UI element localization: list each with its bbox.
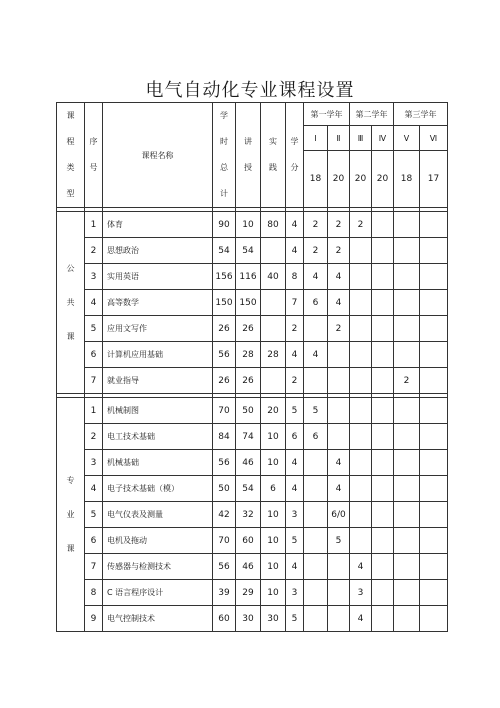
semester-hours-cell bbox=[328, 606, 350, 632]
lecture-cell: 54 bbox=[236, 476, 261, 502]
vertical-char: 学 bbox=[220, 111, 228, 120]
course-type-char: 课 bbox=[66, 543, 75, 553]
table-row bbox=[57, 290, 448, 316]
semester-hours-cell: 4 bbox=[328, 450, 350, 476]
credit-cell: 5 bbox=[286, 528, 304, 554]
practice-cell: 10 bbox=[261, 580, 286, 606]
course-type-char: 专 bbox=[66, 475, 75, 485]
total-hours-header bbox=[213, 103, 236, 208]
semester-hours-cell bbox=[350, 502, 372, 528]
seq-cell: 5 bbox=[85, 316, 103, 342]
hours-cell: 156 bbox=[213, 264, 236, 290]
table-row bbox=[57, 554, 448, 580]
semester-hours-cell bbox=[328, 398, 350, 424]
course-type-char: 公 bbox=[66, 263, 75, 273]
semester-header: Ⅲ bbox=[350, 126, 372, 151]
credit-cell: 5 bbox=[286, 398, 304, 424]
hours-cell: 26 bbox=[213, 368, 236, 394]
table-row bbox=[57, 424, 448, 450]
course-name-header: 课程名称 bbox=[103, 103, 213, 208]
semester-hours-cell: 2 bbox=[328, 238, 350, 264]
semester-hours-cell bbox=[304, 554, 328, 580]
hours-cell: 39 bbox=[213, 580, 236, 606]
vertical-char: 讲 bbox=[244, 137, 252, 146]
year-header: 第二学年 bbox=[350, 103, 394, 126]
course-name-cell: 思想政治 bbox=[103, 238, 213, 264]
semester-hours-cell bbox=[420, 368, 448, 394]
course-name-cell: C 语言程序设计 bbox=[103, 580, 213, 606]
semester-hours-cell: 2 bbox=[394, 368, 420, 394]
semester-hours-cell bbox=[350, 368, 372, 394]
lecture-cell: 46 bbox=[236, 554, 261, 580]
semester-hours-cell bbox=[394, 398, 420, 424]
semester-hours-cell bbox=[372, 368, 394, 394]
seq-header bbox=[85, 103, 103, 208]
hours-cell: 70 bbox=[213, 528, 236, 554]
semester-hours-cell bbox=[372, 424, 394, 450]
hours-cell: 56 bbox=[213, 450, 236, 476]
credit-cell: 4 bbox=[286, 450, 304, 476]
seq-cell: 2 bbox=[85, 238, 103, 264]
semester-hours-cell: 3 bbox=[350, 580, 372, 606]
semester-hours-cell: 4 bbox=[350, 554, 372, 580]
hours-cell: 150 bbox=[213, 290, 236, 316]
table-row bbox=[57, 502, 448, 528]
semester-hours-cell bbox=[372, 342, 394, 368]
semester-hours-cell bbox=[420, 580, 448, 606]
hours-cell: 70 bbox=[213, 398, 236, 424]
vertical-char: 号 bbox=[89, 163, 98, 172]
semester-hours-cell bbox=[304, 316, 328, 342]
semester-hours-cell bbox=[420, 264, 448, 290]
hours-cell: 60 bbox=[213, 606, 236, 632]
practice-cell: 80 bbox=[261, 212, 286, 238]
practice-cell: 6 bbox=[261, 476, 286, 502]
vertical-char: 践 bbox=[269, 163, 277, 172]
course-name-cell: 传感器与检测技术 bbox=[103, 554, 213, 580]
table-row bbox=[57, 580, 448, 606]
semester-hours-cell bbox=[304, 528, 328, 554]
credit-cell: 5 bbox=[286, 606, 304, 632]
semester-hours-cell bbox=[304, 606, 328, 632]
vertical-char: 序 bbox=[89, 137, 98, 146]
weeks-cell: 17 bbox=[420, 151, 448, 208]
lecture-cell: 150 bbox=[236, 290, 261, 316]
hours-cell: 54 bbox=[213, 238, 236, 264]
vertical-char: 实 bbox=[269, 137, 277, 146]
semester-hours-cell bbox=[394, 476, 420, 502]
semester-hours-cell bbox=[394, 316, 420, 342]
lecture-cell: 50 bbox=[236, 398, 261, 424]
weeks-cell: 20 bbox=[372, 151, 394, 208]
semester-hours-cell bbox=[372, 528, 394, 554]
credit-cell: 2 bbox=[286, 316, 304, 342]
practice-cell bbox=[261, 368, 286, 394]
semester-hours-cell: 4 bbox=[328, 476, 350, 502]
course-type-char: 共 bbox=[66, 297, 75, 307]
semester-hours-cell bbox=[350, 398, 372, 424]
semester-hours-cell bbox=[420, 398, 448, 424]
semester-header: Ⅱ bbox=[328, 126, 350, 151]
semester-hours-cell bbox=[420, 502, 448, 528]
vertical-char: 授 bbox=[244, 163, 252, 172]
lecture-cell: 28 bbox=[236, 342, 261, 368]
semester-hours-cell bbox=[420, 476, 448, 502]
practice-header bbox=[261, 103, 286, 208]
credit-header bbox=[286, 103, 304, 208]
weeks-cell: 18 bbox=[394, 151, 420, 208]
hours-cell: 90 bbox=[213, 212, 236, 238]
semester-hours-cell bbox=[394, 342, 420, 368]
lecture-cell: 26 bbox=[236, 368, 261, 394]
vertical-char: 总 bbox=[220, 163, 228, 172]
table-row bbox=[57, 476, 448, 502]
semester-hours-cell: 2 bbox=[304, 238, 328, 264]
credit-cell: 4 bbox=[286, 238, 304, 264]
practice-cell bbox=[261, 238, 286, 264]
semester-hours-cell: 4 bbox=[304, 342, 328, 368]
lecture-cell: 32 bbox=[236, 502, 261, 528]
semester-hours-cell bbox=[394, 424, 420, 450]
semester-hours-cell bbox=[394, 238, 420, 264]
semester-hours-cell bbox=[394, 450, 420, 476]
credit-cell: 4 bbox=[286, 476, 304, 502]
credit-cell: 6 bbox=[286, 424, 304, 450]
practice-cell: 10 bbox=[261, 450, 286, 476]
semester-hours-cell bbox=[394, 290, 420, 316]
semester-hours-cell bbox=[420, 342, 448, 368]
semester-hours-cell bbox=[328, 580, 350, 606]
semester-hours-cell bbox=[420, 238, 448, 264]
semester-hours-cell bbox=[420, 528, 448, 554]
course-name-cell: 电气控制技术 bbox=[103, 606, 213, 632]
practice-cell: 28 bbox=[261, 342, 286, 368]
practice-cell: 40 bbox=[261, 264, 286, 290]
hours-cell: 56 bbox=[213, 554, 236, 580]
semester-header: Ⅵ bbox=[420, 126, 448, 151]
semester-hours-cell bbox=[350, 450, 372, 476]
course-name-cell: 计算机应用基础 bbox=[103, 342, 213, 368]
semester-hours-cell bbox=[372, 554, 394, 580]
practice-cell: 10 bbox=[261, 502, 286, 528]
seq-cell: 3 bbox=[85, 264, 103, 290]
table-row bbox=[57, 264, 448, 290]
semester-hours-cell bbox=[350, 238, 372, 264]
semester-hours-cell: 5 bbox=[304, 398, 328, 424]
table-row bbox=[57, 342, 448, 368]
course-type-char: 业 bbox=[66, 509, 75, 519]
vertical-char: 学 bbox=[290, 137, 299, 146]
seq-cell: 2 bbox=[85, 424, 103, 450]
course-name-cell: 机械基础 bbox=[103, 450, 213, 476]
lecture-cell: 60 bbox=[236, 528, 261, 554]
credit-cell: 4 bbox=[286, 342, 304, 368]
semester-hours-cell bbox=[328, 368, 350, 394]
lecture-cell: 74 bbox=[236, 424, 261, 450]
semester-hours-cell bbox=[350, 316, 372, 342]
semester-hours-cell bbox=[372, 450, 394, 476]
semester-hours-cell bbox=[372, 316, 394, 342]
semester-hours-cell bbox=[304, 502, 328, 528]
semester-hours-cell bbox=[304, 450, 328, 476]
lecture-cell: 116 bbox=[236, 264, 261, 290]
weeks-cell: 20 bbox=[350, 151, 372, 208]
lecture-cell: 10 bbox=[236, 212, 261, 238]
vertical-char: 计 bbox=[220, 189, 228, 198]
semester-hours-cell bbox=[304, 580, 328, 606]
semester-hours-cell bbox=[372, 238, 394, 264]
credit-cell: 8 bbox=[286, 264, 304, 290]
semester-hours-cell: 4 bbox=[328, 264, 350, 290]
vertical-char: 程 bbox=[66, 137, 75, 146]
practice-cell: 10 bbox=[261, 554, 286, 580]
semester-hours-cell: 6/0 bbox=[328, 502, 350, 528]
semester-hours-cell bbox=[394, 212, 420, 238]
seq-cell: 7 bbox=[85, 368, 103, 394]
credit-cell: 7 bbox=[286, 290, 304, 316]
vertical-char: 时 bbox=[220, 137, 228, 146]
seq-cell: 6 bbox=[85, 342, 103, 368]
hours-cell: 50 bbox=[213, 476, 236, 502]
semester-hours-cell bbox=[372, 606, 394, 632]
table-row bbox=[57, 398, 448, 424]
semester-hours-cell bbox=[394, 554, 420, 580]
table-row bbox=[57, 212, 448, 238]
vertical-char: 型 bbox=[66, 189, 75, 198]
semester-hours-cell bbox=[350, 264, 372, 290]
semester-hours-cell bbox=[420, 290, 448, 316]
semester-hours-cell bbox=[394, 528, 420, 554]
semester-hours-cell bbox=[394, 502, 420, 528]
semester-hours-cell bbox=[350, 290, 372, 316]
table-row bbox=[57, 528, 448, 554]
course-type-cell bbox=[57, 212, 85, 394]
seq-cell: 1 bbox=[85, 212, 103, 238]
seq-cell: 6 bbox=[85, 528, 103, 554]
seq-cell: 9 bbox=[85, 606, 103, 632]
semester-hours-cell bbox=[394, 606, 420, 632]
table-row bbox=[57, 238, 448, 264]
table-row bbox=[57, 368, 448, 394]
lecture-cell: 29 bbox=[236, 580, 261, 606]
course-name-cell: 就业指导 bbox=[103, 368, 213, 394]
semester-header: Ⅴ bbox=[394, 126, 420, 151]
practice-cell: 20 bbox=[261, 398, 286, 424]
semester-hours-cell bbox=[328, 342, 350, 368]
course-type-cell bbox=[57, 398, 85, 632]
credit-cell: 3 bbox=[286, 580, 304, 606]
semester-header: Ⅳ bbox=[372, 126, 394, 151]
course-type-char: 课 bbox=[66, 331, 75, 341]
semester-hours-cell: 6 bbox=[304, 290, 328, 316]
seq-cell: 4 bbox=[85, 476, 103, 502]
practice-cell: 30 bbox=[261, 606, 286, 632]
semester-hours-cell bbox=[394, 264, 420, 290]
hours-cell: 56 bbox=[213, 342, 236, 368]
semester-hours-cell bbox=[420, 212, 448, 238]
semester-hours-cell bbox=[350, 476, 372, 502]
lecture-cell: 26 bbox=[236, 316, 261, 342]
semester-hours-cell bbox=[420, 424, 448, 450]
semester-hours-cell bbox=[372, 290, 394, 316]
semester-hours-cell: 2 bbox=[328, 212, 350, 238]
vertical-char: 类 bbox=[66, 163, 75, 172]
lecture-header bbox=[236, 103, 261, 208]
semester-hours-cell bbox=[372, 502, 394, 528]
semester-hours-cell bbox=[372, 580, 394, 606]
semester-hours-cell bbox=[328, 554, 350, 580]
table-row bbox=[57, 450, 448, 476]
semester-hours-cell: 2 bbox=[328, 316, 350, 342]
practice-cell: 10 bbox=[261, 424, 286, 450]
credit-cell: 4 bbox=[286, 212, 304, 238]
practice-cell bbox=[261, 316, 286, 342]
seq-cell: 4 bbox=[85, 290, 103, 316]
semester-hours-cell: 6 bbox=[304, 424, 328, 450]
semester-hours-cell bbox=[372, 476, 394, 502]
seq-cell: 1 bbox=[85, 398, 103, 424]
course-type-header bbox=[57, 103, 85, 208]
hours-cell: 84 bbox=[213, 424, 236, 450]
table-row bbox=[57, 316, 448, 342]
seq-cell: 5 bbox=[85, 502, 103, 528]
year-header: 第一学年 bbox=[304, 103, 350, 126]
course-name-cell: 电子技术基础（模） bbox=[103, 476, 213, 502]
semester-hours-cell: 2 bbox=[304, 212, 328, 238]
semester-hours-cell: 4 bbox=[304, 264, 328, 290]
semester-hours-cell bbox=[372, 398, 394, 424]
semester-hours-cell bbox=[394, 580, 420, 606]
semester-hours-cell: 2 bbox=[350, 212, 372, 238]
semester-hours-cell bbox=[350, 528, 372, 554]
credit-cell: 2 bbox=[286, 368, 304, 394]
seq-cell: 3 bbox=[85, 450, 103, 476]
semester-hours-cell bbox=[420, 450, 448, 476]
seq-cell: 8 bbox=[85, 580, 103, 606]
seq-cell: 7 bbox=[85, 554, 103, 580]
table-row bbox=[57, 606, 448, 632]
practice-cell bbox=[261, 290, 286, 316]
page-title: 电气自动化专业课程设置 bbox=[145, 80, 355, 101]
semester-hours-cell bbox=[350, 424, 372, 450]
course-name-cell: 实用英语 bbox=[103, 264, 213, 290]
lecture-cell: 46 bbox=[236, 450, 261, 476]
lecture-cell: 54 bbox=[236, 238, 261, 264]
semester-header: Ⅰ bbox=[304, 126, 328, 151]
semester-hours-cell bbox=[304, 476, 328, 502]
vertical-char: 课 bbox=[66, 111, 75, 120]
semester-hours-cell bbox=[328, 424, 350, 450]
course-name-cell: 机械制图 bbox=[103, 398, 213, 424]
semester-hours-cell bbox=[372, 264, 394, 290]
weeks-cell: 18 bbox=[304, 151, 328, 208]
header-row bbox=[57, 103, 448, 126]
semester-hours-cell: 5 bbox=[328, 528, 350, 554]
credit-cell: 4 bbox=[286, 554, 304, 580]
hours-cell: 26 bbox=[213, 316, 236, 342]
course-name-cell: 体育 bbox=[103, 212, 213, 238]
semester-hours-cell bbox=[372, 212, 394, 238]
course-name-cell: 应用文写作 bbox=[103, 316, 213, 342]
course-name-cell: 电工技术基础 bbox=[103, 424, 213, 450]
weeks-cell: 20 bbox=[328, 151, 350, 208]
credit-cell: 3 bbox=[286, 502, 304, 528]
course-name-cell: 高等数学 bbox=[103, 290, 213, 316]
year-header: 第三学年 bbox=[394, 103, 448, 126]
semester-hours-cell bbox=[420, 606, 448, 632]
vertical-char: 分 bbox=[290, 163, 299, 172]
semester-hours-cell bbox=[420, 554, 448, 580]
curriculum-table bbox=[56, 102, 448, 632]
practice-cell: 10 bbox=[261, 528, 286, 554]
course-name-cell: 电气仪表及测量 bbox=[103, 502, 213, 528]
course-name-cell: 电机及拖动 bbox=[103, 528, 213, 554]
lecture-cell: 30 bbox=[236, 606, 261, 632]
semester-hours-cell bbox=[350, 342, 372, 368]
semester-hours-cell bbox=[420, 316, 448, 342]
semester-hours-cell bbox=[304, 368, 328, 394]
semester-hours-cell: 4 bbox=[350, 606, 372, 632]
semester-hours-cell: 4 bbox=[328, 290, 350, 316]
hours-cell: 42 bbox=[213, 502, 236, 528]
